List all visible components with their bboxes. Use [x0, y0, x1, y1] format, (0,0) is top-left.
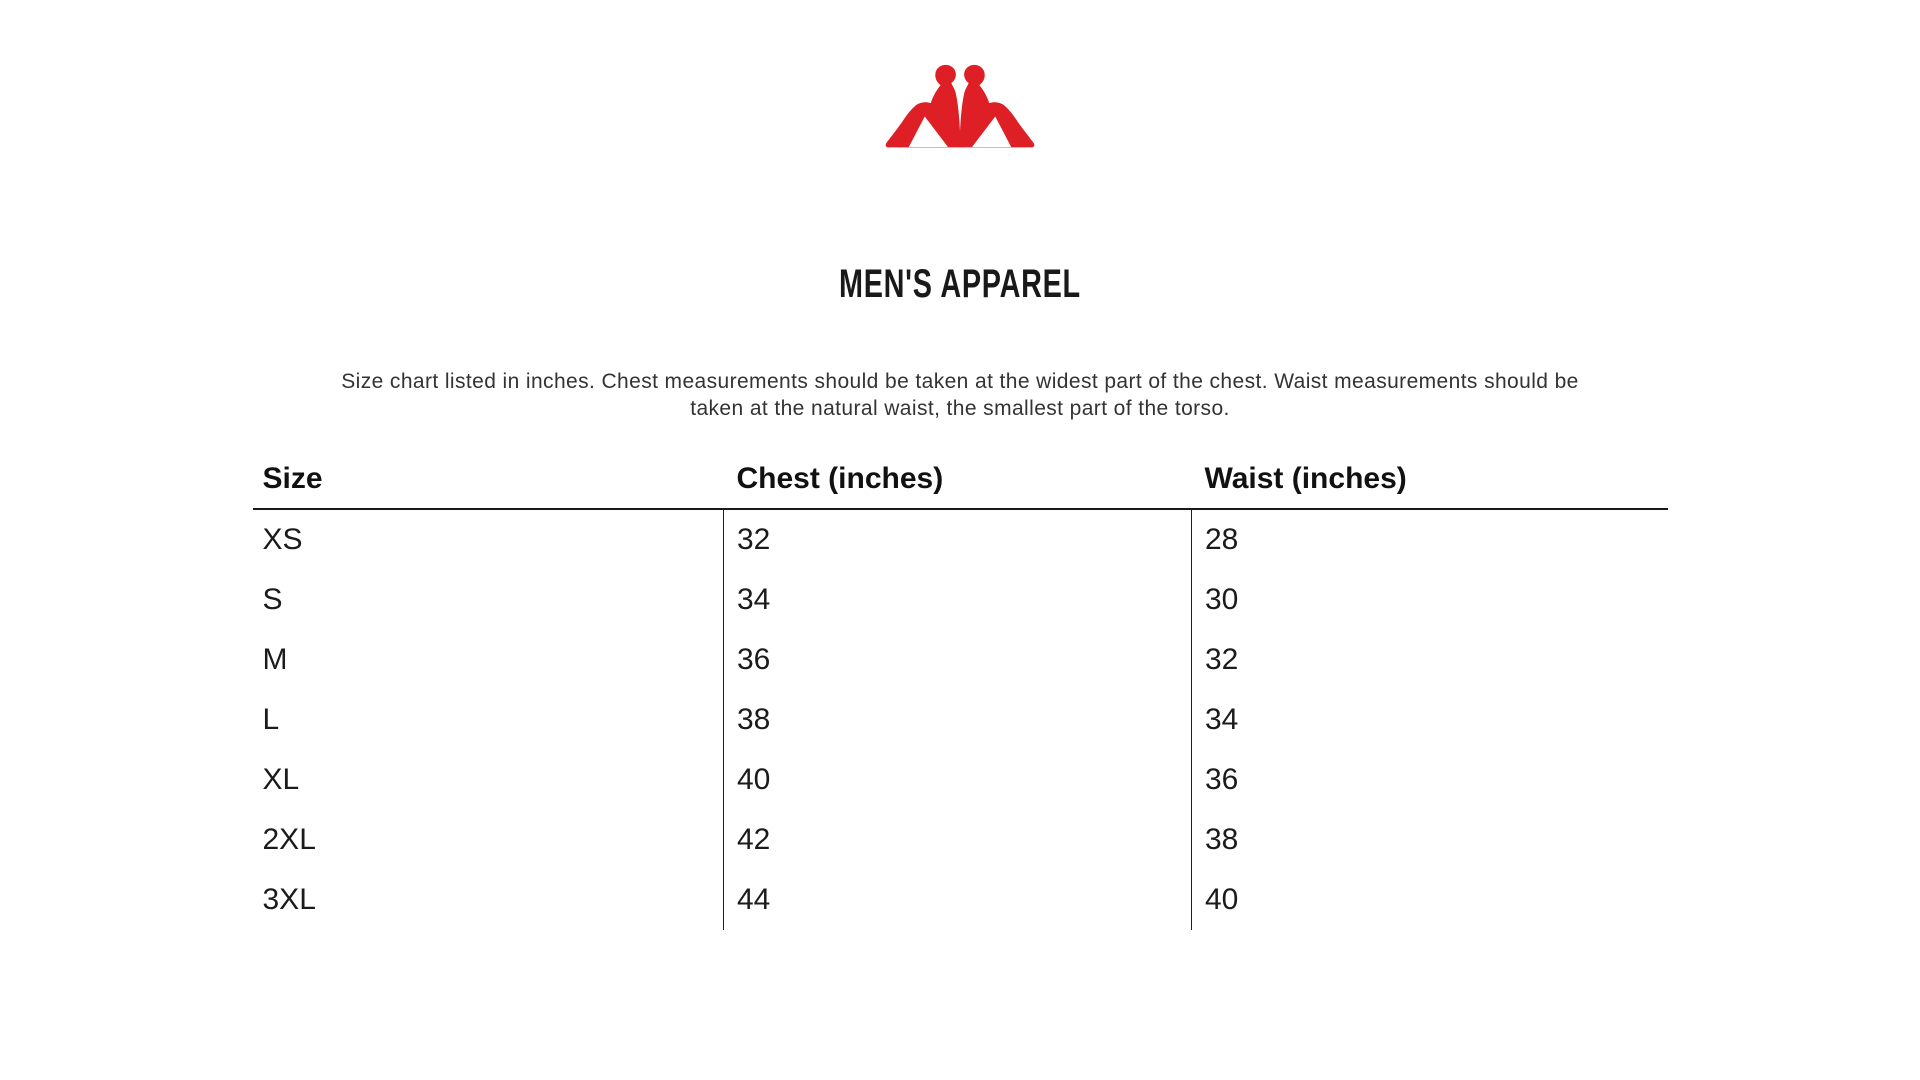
kappa-logo-icon: [874, 64, 1046, 150]
table-row: [253, 750, 1668, 810]
column-header-chest: Chest (inches): [724, 462, 1192, 509]
header-row: [253, 462, 1668, 509]
chest-cell: 36: [724, 630, 1192, 690]
table-row: [253, 870, 1668, 930]
logo-container: [0, 0, 1920, 155]
size-chart-table: [253, 462, 1668, 930]
chest-cell: 40: [724, 750, 1192, 810]
table-row: [253, 690, 1668, 750]
chest-cell: 38: [724, 690, 1192, 750]
column-header-waist: Waist (inches): [1192, 462, 1668, 509]
size-chart-description: [0, 368, 1920, 422]
waist-cell: 32: [1192, 630, 1668, 690]
size-cell: XL: [262, 763, 300, 796]
size-cell: 3XL: [262, 883, 316, 916]
column-header-size: Size: [253, 462, 724, 509]
description-line-1: Size chart listed in inches. Chest measurements should be taken at the widest part of the chest. Waist measurements should be: [341, 370, 1579, 393]
size-cell: 2XL: [262, 823, 316, 856]
chest-cell: 42: [724, 810, 1192, 870]
size-cell: S: [262, 583, 283, 616]
table-row: [253, 570, 1668, 630]
size-cell: L: [262, 703, 280, 736]
table-row: [253, 509, 1668, 570]
chest-cell: 34: [724, 570, 1192, 630]
chest-cell: 32: [724, 509, 1192, 570]
waist-cell: 34: [1192, 690, 1668, 750]
size-cell: M: [262, 643, 288, 676]
waist-cell: 30: [1192, 570, 1668, 630]
chest-cell: 44: [724, 870, 1192, 930]
waist-cell: 38: [1192, 810, 1668, 870]
waist-cell: 40: [1192, 870, 1668, 930]
description-line-2: taken at the natural waist, the smallest part of the torso.: [690, 397, 1230, 420]
waist-cell: 28: [1192, 509, 1668, 570]
table-row: [253, 810, 1668, 870]
size-cell: XS: [262, 523, 303, 556]
page-title: MEN'S APPAREL: [839, 262, 1081, 306]
waist-cell: 36: [1192, 750, 1668, 810]
table-row: [253, 630, 1668, 690]
